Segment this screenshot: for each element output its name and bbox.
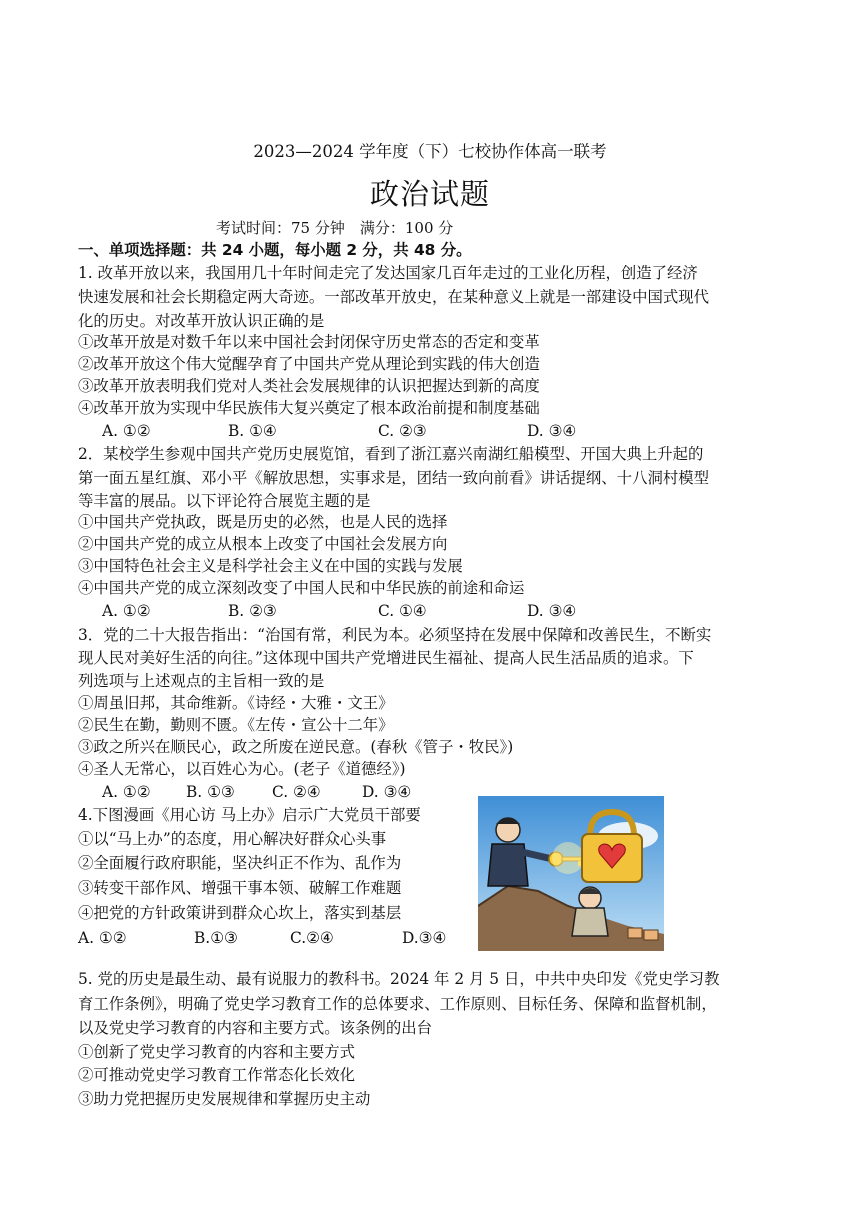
q4-option-b: B.①③: [194, 929, 238, 947]
exam-title: 2023—2024 学年度（下）七校协作体高一联考: [253, 142, 607, 161]
q3-stem-line: 3．党的二十大报告指出：“治国有常，利民为本。必须坚持在发展中保障和改善民生，不断实: [78, 626, 712, 644]
q3-stem-line: 现人民对美好生活的向往。”这体现中国共产党增进民生福祉、提高人民生活品质的追求。下: [78, 649, 694, 667]
q1-stem-line: 快速发展和社会长期稳定两大奇迹。一部改革开放史，在某种意义上就是一部建设中国式现代: [78, 288, 710, 306]
q1-item: ②改革开放这个伟大觉醒孕育了中国共产党从理论到实践的伟大创造: [78, 355, 540, 373]
q2-item: ②中国共产党的成立从根本上改变了中国社会发展方向: [78, 535, 448, 553]
q2-stem-line: 等丰富的展品。以下评论符合展览主题的是: [78, 492, 371, 510]
q1-stem-line: 1. 改革开放以来，我国用几十年时间走完了发达国家几百年走过的工业化历程，创造了经济: [78, 264, 698, 282]
q2-option-a: A. ①②: [102, 602, 151, 620]
q1-item: ①改革开放是对数千年以来中国社会封闭保守历史常态的否定和变革: [78, 333, 540, 351]
q2-item: ①中国共产党执政，既是历史的必然，也是人民的选择: [78, 513, 448, 531]
q2-item: ④中国共产党的成立深刻改变了中国人民和中华民族的前途和命运: [78, 579, 525, 597]
q4-item: ④把党的方针政策讲到群众心坎上，落实到基层: [78, 904, 402, 922]
cartoon-image: [478, 796, 664, 951]
q3-item: ④圣人无常心，以百姓心为心。(老子《道德经》): [78, 760, 406, 778]
q1-option-a: A. ①②: [102, 422, 151, 440]
q5-item: ①创新了党史学习教育的内容和主要方式: [78, 1043, 356, 1061]
q2-option-d: D. ③④: [527, 602, 577, 620]
villager-body: [572, 908, 608, 936]
exam-meta: 考试时间：75 分钟 满分：100 分: [216, 219, 454, 237]
q2-stem-line: 第一面五星红旗、邓小平《解放思想，实事求是，团结一致向前看》讲话提纲、十八洞村模型: [78, 469, 710, 487]
q1-stem-line: 化的历史。对改革开放认识正确的是: [78, 312, 325, 330]
q5-item: ②可推动党史学习教育工作常态化长效化: [78, 1066, 356, 1084]
q2-item: ③中国特色社会主义是科学社会主义在中国的实践与发展: [78, 557, 463, 575]
q1-option-b: B. ①④: [228, 422, 277, 440]
q5-stem-line: 育工作条例》，明确了党史学习教育工作的总体要求、工作原则、目标任务、保障和监督机制，: [78, 995, 717, 1013]
q4-item: ③转变干部作风、增强干事本领、破解工作难题: [78, 879, 402, 897]
q3-item: ③政之所兴在顺民心，政之所废在逆民意。(春秋《管子・牧民》): [78, 738, 514, 756]
subject-title: 政治试题: [369, 177, 490, 211]
q1-option-c: C. ②③: [378, 422, 427, 440]
q5-stem-line: 5. 党的历史是最生动、最有说服力的教科书。2024 年 2 月 5 日，中共中央印发《党史学习教: [78, 970, 720, 988]
q3-option-c: C. ②④: [272, 783, 321, 801]
q5-stem-line: 以及党史学习教育的内容和主要方式。该条例的出台: [78, 1019, 432, 1037]
q1-item: ④改革开放为实现中华民族伟大复兴奠定了根本政治前提和制度基础: [78, 399, 540, 417]
house: [628, 928, 642, 938]
q3-option-d: D. ③④: [362, 783, 412, 801]
q4-option-d: D.③④: [402, 929, 447, 947]
q3-option-a: A. ①②: [102, 783, 151, 801]
q4-option-a: A. ①②: [78, 929, 127, 947]
q1-item: ③改革开放表明我们党对人类社会发展规律的认识把握达到新的高度: [78, 377, 540, 395]
q3-item: ②民生在勤，勤则不匮。《左传・宣公十二年》: [78, 716, 394, 734]
cartoon-illustration: [478, 796, 664, 951]
q1-option-d: D. ③④: [527, 422, 577, 440]
q4-item: ①以“马上办”的态度，用心解决好群众心头事: [78, 830, 387, 848]
key-glow: [552, 842, 584, 874]
q4-stem: 4.下图漫画《用心访 马上办》启示广大党员干部要: [78, 806, 421, 824]
q3-option-b: B. ①③: [186, 783, 235, 801]
q2-option-c: C. ①④: [378, 602, 427, 620]
q3-stem-line: 列选项与上述观点的主旨相一致的是: [78, 672, 325, 690]
house: [644, 930, 658, 940]
q3-item: ①周虽旧邦，其命维新。《诗经・大雅・文王》: [78, 694, 394, 712]
q4-option-c: C.②④: [290, 929, 334, 947]
q2-stem-line: 2．某校学生参观中国共产党历史展览馆，看到了浙江嘉兴南湖红船模型、开国大典上升起的: [78, 445, 704, 463]
q2-option-b: B. ②③: [228, 602, 277, 620]
q4-item: ②全面履行政府职能，坚决纠正不作为、乱作为: [78, 854, 402, 872]
q5-item: ③助力党把握历史发展规律和掌握历史主动: [78, 1090, 371, 1108]
section-heading: 一、单项选择题：共 24 小题，每小题 2 分，共 48 分。: [78, 241, 472, 259]
